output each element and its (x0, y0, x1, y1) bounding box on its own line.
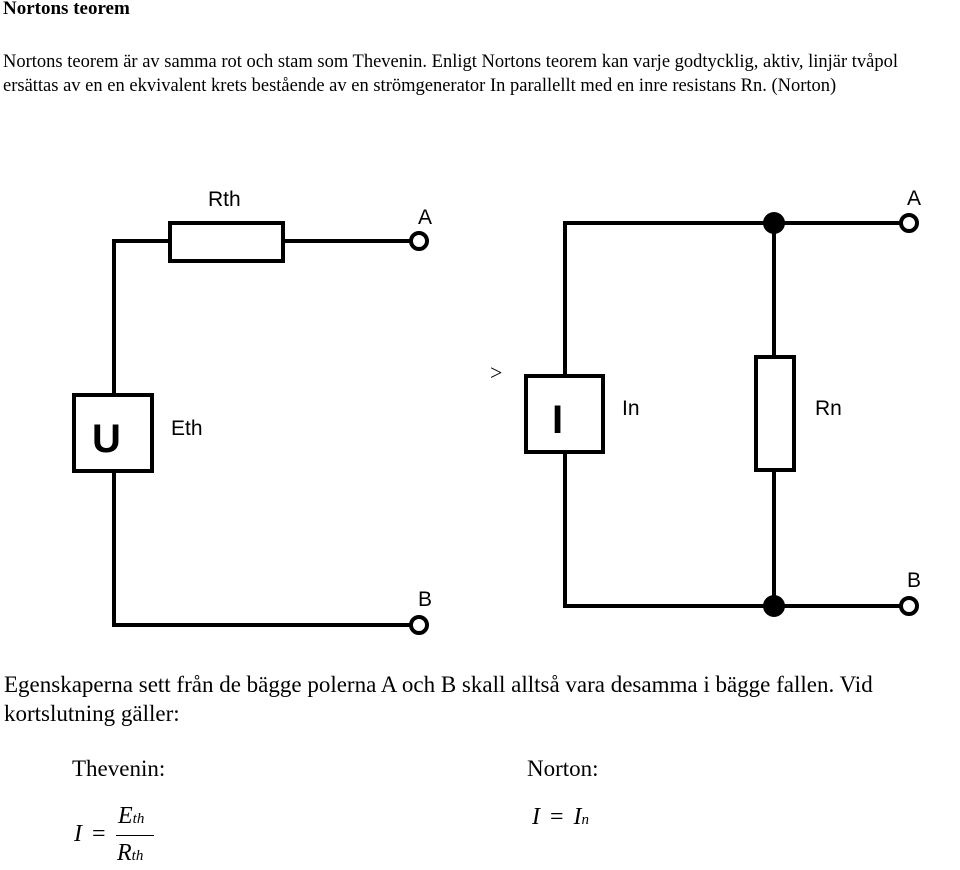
current-source-box (526, 376, 603, 452)
page-title: Nortons teorem (3, 0, 130, 19)
terminal-a-right-label: A (907, 187, 922, 210)
conclusion-paragraph: Egenskaperna sett från de bägge polerna A och B skall alltså vara desamma i bägge fallen. Vid kortslutning gäller: (4, 672, 873, 726)
denominator-r: R (117, 840, 132, 866)
terminal-b-right-label: B (907, 569, 922, 592)
terminal-b-left[interactable] (411, 617, 427, 633)
terminal-a-right[interactable] (901, 215, 917, 231)
thevenin-denominator (117, 840, 143, 867)
norton-rhs-subscript: n (581, 812, 590, 828)
wire-top-right (565, 223, 901, 376)
resistor-rth (170, 223, 283, 261)
terminal-a-left-label: A (418, 206, 433, 229)
denominator-subscript: th (131, 848, 144, 864)
thevenin-circuit (74, 223, 427, 633)
current-source-symbol: I (552, 398, 564, 442)
thevenin-lhs: I (74, 821, 82, 847)
norton-formula (532, 804, 589, 831)
junction-bottom (763, 595, 785, 617)
terminal-a-left[interactable] (411, 233, 427, 249)
thevenin-equals: = (92, 821, 106, 847)
rn-label: Rn (815, 397, 842, 420)
resistor-rn (756, 357, 794, 470)
wire-bottom-left (114, 471, 411, 625)
numerator-e: E (118, 803, 133, 829)
thevenin-formula (72, 805, 182, 870)
circuit-diagram (0, 175, 960, 645)
fraction-bar (116, 835, 154, 836)
norton-equals: = (550, 804, 564, 830)
voltage-source-symbol: U (92, 417, 121, 461)
norton-circuit (526, 215, 917, 614)
junction-top (763, 212, 785, 234)
eth-label: Eth (171, 417, 203, 440)
norton-heading: Norton: (527, 756, 599, 781)
transform-arrow: > (490, 360, 503, 385)
numerator-subscript: th (132, 811, 145, 827)
thevenin-numerator (118, 803, 144, 830)
intro-paragraph: Nortons teorem är av samma rot och stam som Thevenin. Enligt Nortons teorem kan varje godtycklig, aktiv, linjär tvåpol ersättas av en en ekvivalent krets bestående av en strömgenerator In parallellt med en inre resistans Rn. (Norton) (3, 52, 898, 96)
terminal-b-right[interactable] (901, 598, 917, 614)
rth-label: Rth (208, 188, 241, 211)
terminal-b-left-label: B (418, 588, 433, 611)
norton-rhs: I (573, 804, 582, 830)
thevenin-heading: Thevenin: (72, 756, 166, 781)
wire-bottom-right (565, 452, 901, 606)
in-label: In (622, 397, 640, 420)
norton-lhs: I (532, 804, 540, 830)
